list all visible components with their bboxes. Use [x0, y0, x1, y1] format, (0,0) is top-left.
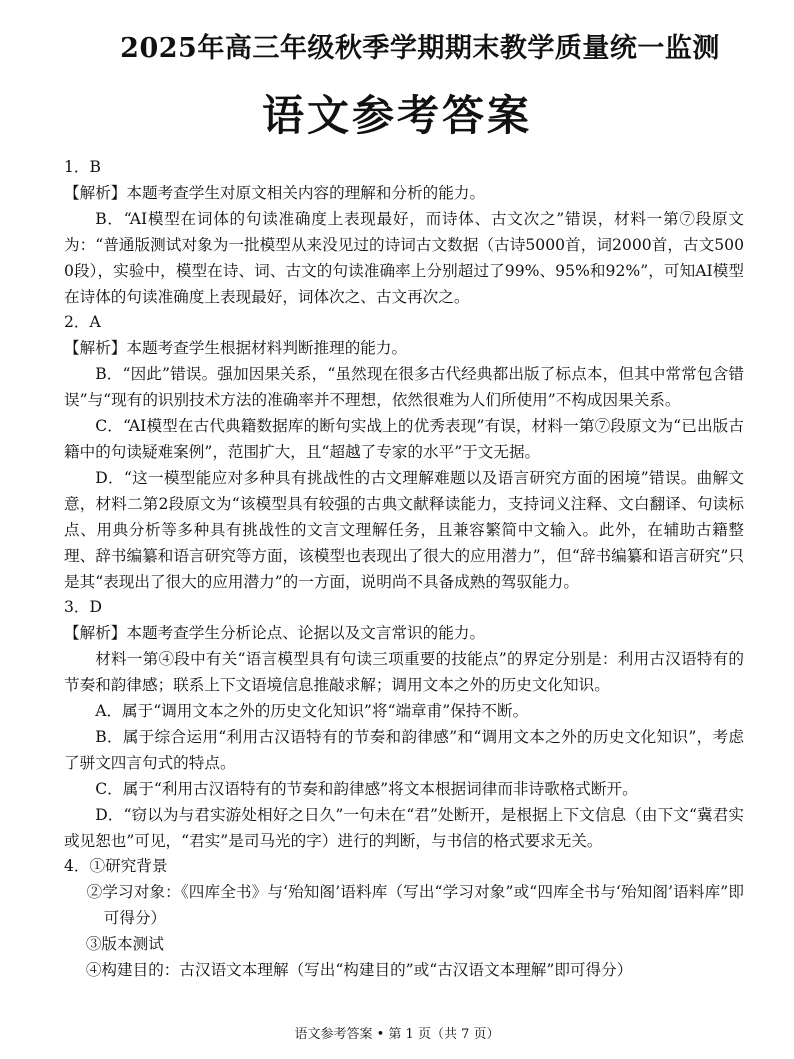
answer-body [64, 155, 744, 984]
question-3-option-d: D．“窃以为与君实游处相好之日久”一句未在“君”处断开，是根据上下文信息（由下文“冀君实或见恕也”可见，“君实”是司马光的字）进行的判断，与书信的格式要求无关。 [64, 805, 744, 850]
page-footer: 语文参考答案 • 第 1 页（共 7 页） [294, 1027, 500, 1042]
document-title: 语文参考答案 [261, 91, 532, 140]
exam-title: 2025年高三年级秋季学期期末教学质量统一监测 [120, 33, 720, 64]
question-3-analysis-heading: 【解析】本题考查学生分析论点、论据以及文言常识的能力。 [64, 624, 486, 643]
question-2-option-d: D．“这一模型能应对多种具有挑战性的古文理解难题以及语言研究方面的困境”错误。曲解文意，材料二第2段原文为“该模型具有较强的古典文献释读能力，支持词义注释、文白翻译、句读标点、用典分析等多种具有挑战性的文言文理解任务，且兼容繁简中文输入。此外，在辅助古籍整理、辞书编纂和语言研究等方面，该模型也表现出了很大的应用潜力”，但“辞书编纂和语言研究”只是其“表现出了很大的应用潜力”的一方面，说明尚不具备成熟的驾驭能力。 [64, 468, 744, 591]
question-2-analysis-heading: 【解析】本题考查学生根据材料判断推理的能力。 [64, 339, 408, 358]
question-1-option-b: B．“AI模型在词体的句读准确度上表现最好，而诗体、古文次之”错误，材料一第⑦段原文为：“普通版测试对象为一批模型从来没见过的诗词古文数据（古诗5000首，词2000首，古文5000段），实验中，模型在诗、词、古文的句读准确率上分别超过了99%、95%和92%”，可知AI模型在诗体的句读准确度上表现最好，词体次之、古文再次之。 [64, 209, 744, 306]
question-1-analysis-heading: 【解析】本题考查学生对原文相关内容的理解和分析的能力。 [64, 183, 486, 202]
question-2-answer: 2．A [64, 313, 101, 332]
question-2-option-b: B．“因此”错误。强加因果关系，“虽然现在很多古代经典都出版了标点本，但其中常常包含错误”与“现有的识别技术方法的准确率并不理想，依然很难为人们所使用”不构成因果关系。 [64, 365, 744, 410]
question-4-item-2: ②学习对象：《四库全书》与‘殆知阁’语料库（写出“学习对象”或“四库全书与‘殆知阁’语料库”即可得分） [86, 883, 744, 928]
question-3-material: 材料一第④段中有关“语言模型具有句读三项重要的技能点”的界定分别是：利用古汉语特有的节奏和韵律感；联系上下文语境信息推敲求解；调用文本之外的历史文化知识。 [64, 650, 744, 695]
question-4-item-3: ③版本测试 [85, 935, 164, 954]
question-3-option-b: B．属于综合运用“利用古汉语特有的节奏和韵律感”和“调用文本之外的历史文化知识”，考虑了骈文四言句式的特点。 [64, 727, 744, 772]
question-3-option-c: C．属于“利用古汉语特有的节奏和韵律感”将文本根据词律而非诗歌格式断开。 [95, 779, 638, 798]
question-1-answer: 1．B [64, 158, 101, 176]
question-4-item-4: ④构建目的：古汉语文本理解（写出“构建目的”或“古汉语文本理解”即可得分） [85, 961, 633, 980]
question-3-answer: 3．D [64, 598, 103, 617]
question-4-answer: 4．①研究背景 [64, 857, 168, 876]
question-3-option-a: A．属于“调用文本之外的历史文化知识”将“端章甫”保持不断。 [95, 702, 529, 721]
question-2-option-c: C．“AI模型在古代典籍数据库的断句实战上的优秀表现”有误，材料一第⑦段原文为“已出版古籍中的句读疑难案例”，范围扩大，且“超越了专家的水平”于文无据。 [64, 417, 744, 461]
